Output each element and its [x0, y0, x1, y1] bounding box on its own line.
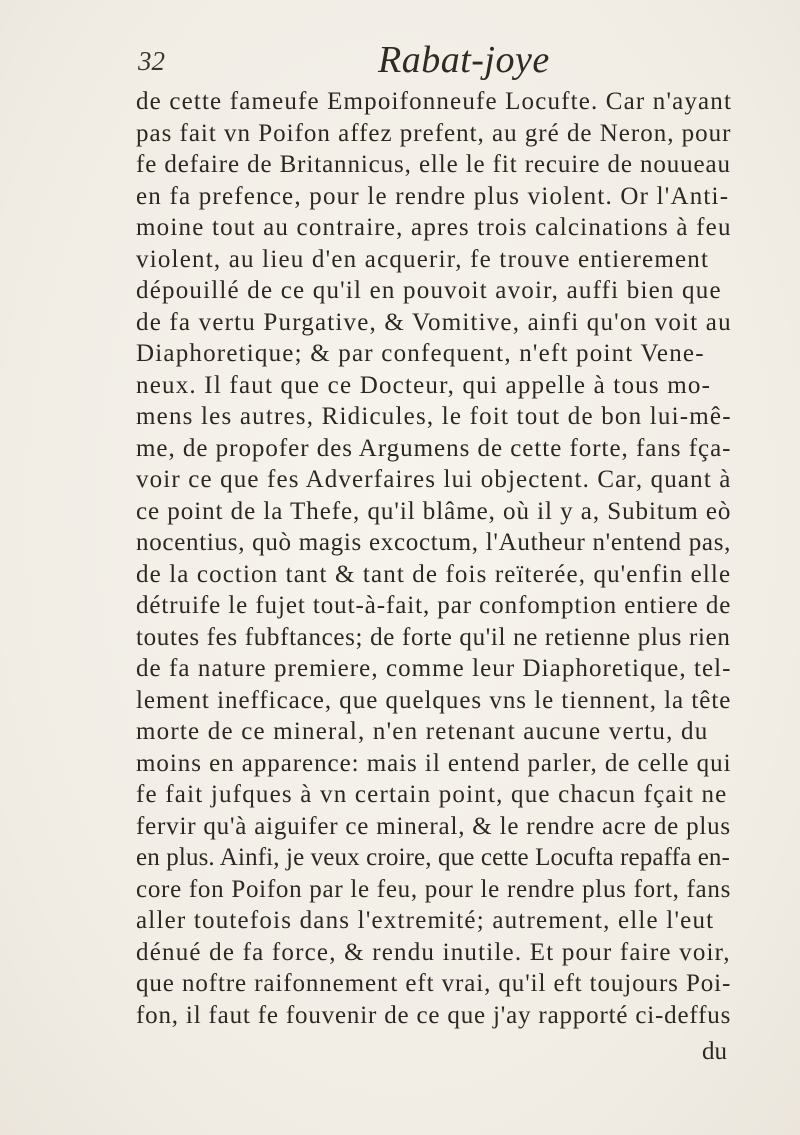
page-header [138, 40, 718, 92]
text-line: de cette fameufe Empoifonneufe Locufte. Car n'ayant [136, 88, 733, 115]
text-line: détruife le fujet tout-à-fait, par confomption entiere de [136, 592, 732, 619]
text-line: nocentius, quò magis excoctum, l'Autheur n'entend pas, [136, 529, 732, 556]
text-line: mens les autres, Ridicules, le foit tout de bon lui-mê- [136, 403, 732, 430]
text-line: que noftre raifonnement eft vrai, qu'il eft toujours Poi- [136, 970, 732, 997]
text-line: aller toutefois dans l'extremité; autrement, elle l'eut [136, 907, 715, 934]
text-line: me, de propofer des Argumens de cette forte, fans fça- [136, 434, 732, 462]
text-line: voir ce que fes Adverfaires lui objectent. Car, quant à [136, 466, 732, 493]
text-line: moine tout au contraire, apres trois calcinations à feu [136, 214, 732, 241]
text-line: Diaphoretique; & par confequent, n'eft point Vene- [136, 340, 705, 367]
page-number: 32 [138, 46, 165, 76]
text-line: dépouillé de ce qu'il en pouvoit avoir, auffi bien que [136, 277, 722, 304]
text-line: fe defaire de Britannicus, elle le fit recuire de nouueau [136, 151, 731, 178]
text-line: en plus. Ainfi, je veux croire, que cette Locufta repaffa en- [136, 844, 731, 871]
text-line: fervir qu'à aiguifer ce mineral, & le rendre acre de plus [136, 812, 731, 840]
text-line: fon, il faut fe fouvenir de ce que j'ay rapporté ci-deffus [136, 1001, 732, 1029]
text-line: neux. Il faut que ce Docteur, qui appelle à tous mo- [136, 371, 712, 399]
text-line: en fa prefence, pour le rendre plus violent. Or l'Anti- [136, 182, 730, 210]
text-line: ce point de la Thefe, qu'il blâme, où il y a, Subitum eò [136, 497, 732, 525]
text-line: morte de ce mineral, n'en retenant aucune vertu, du [136, 718, 709, 745]
running-title: Rabat-joye [378, 39, 550, 81]
text-line: de fa nature premiere, comme leur Diaphoretique, tel- [136, 655, 732, 682]
text-line: core fon Poifon par le feu, pour le rendre plus fort, fans [136, 875, 732, 903]
body-text [136, 86, 736, 1031]
text-line: pas fait vn Poifon affez prefent, au gré de Neron, pour [136, 119, 732, 147]
text-line: dénué de fa force, & rendu inutile. Et pour faire voir, [136, 938, 731, 966]
text-line: de la coction tant & tant de fois reïterée, qu'enfin elle [136, 560, 732, 588]
catchword: du [702, 1038, 727, 1065]
text-line: lement inefficace, que quelques vns le tiennent, la tête [136, 686, 732, 714]
text-line: de fa vertu Purgative, & Vomitive, ainfi qu'on voit au [136, 308, 732, 336]
text-line: toutes fes fubftances; de forte qu'il ne retienne plus rien [136, 623, 731, 651]
text-line: moins en apparence: mais il entend parler, de celle qui [136, 749, 732, 777]
text-line: fe fait jufques à vn certain point, que chacun fçait ne [136, 781, 728, 808]
text-line: violent, au lieu d'en acquerir, fe trouve entierement [136, 245, 710, 273]
